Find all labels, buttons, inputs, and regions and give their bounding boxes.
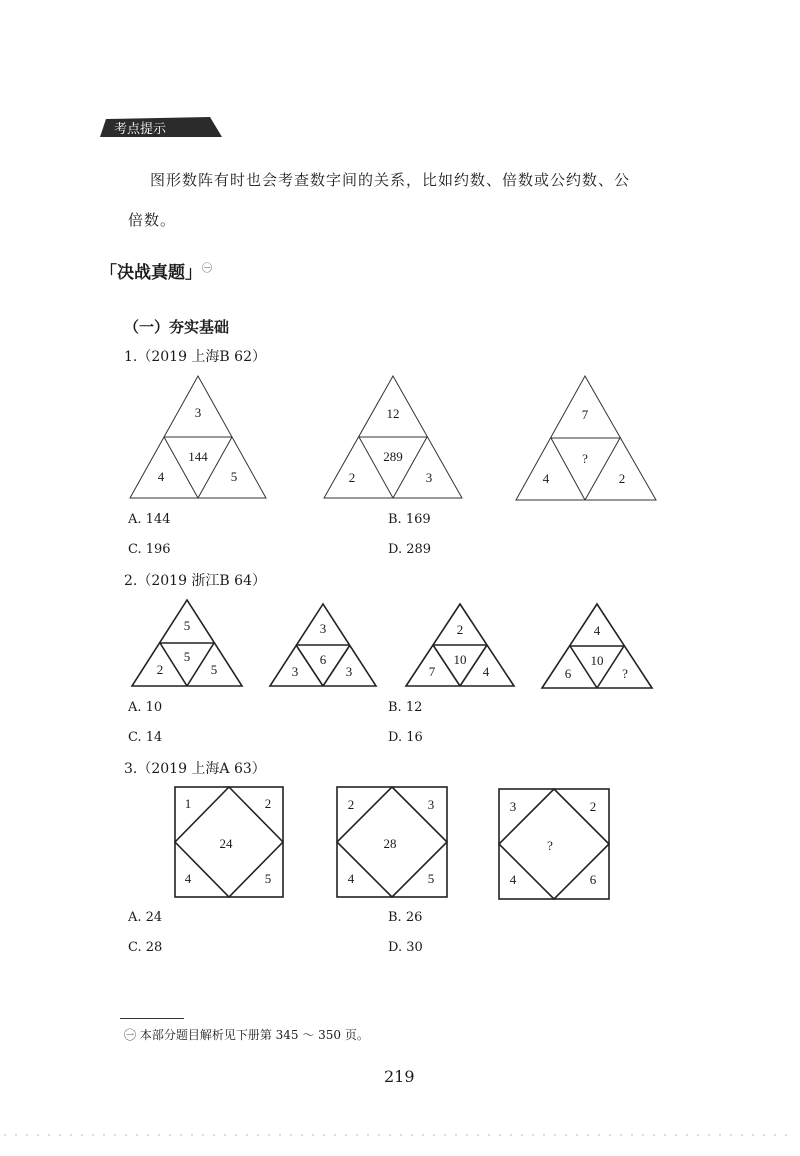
tip-banner-text: 考点提示 — [114, 122, 167, 137]
q1-f2-center: 289 — [383, 449, 403, 464]
q3-option-a[interactable]: A. 24 — [128, 910, 163, 925]
q3-option-b[interactable]: B. 26 — [388, 910, 423, 925]
q2-f2-center: 6 — [319, 652, 327, 667]
q2-figure-3 — [404, 602, 516, 688]
q1-f3-top: 7 — [581, 407, 589, 422]
section-title-text: 「决战真题」 — [100, 263, 202, 283]
q3-f2-center: 28 — [383, 836, 397, 851]
q2-f3-center: 10 — [453, 652, 467, 667]
q3-f3-center: ? — [547, 838, 553, 853]
q3-figure-3 — [498, 788, 610, 900]
tip-text — [128, 160, 690, 240]
footnote: ㊀ 本部分题目解析见下册第 345 ～ 350 页。 — [124, 1028, 369, 1042]
q2-f1-left: 2 — [156, 662, 164, 677]
q2-option-c[interactable]: C. 14 — [128, 730, 163, 745]
q3-f2-br: 5 — [427, 871, 435, 886]
q2-f2-left: 3 — [291, 664, 299, 679]
q1-f3-left: 4 — [542, 471, 550, 486]
q3-f1-tl: 1 — [184, 796, 192, 811]
q1-option-a[interactable]: A. 144 — [128, 512, 171, 527]
q3-f3-bl: 4 — [509, 872, 517, 887]
q1-f2-top: 12 — [386, 406, 400, 421]
q1-f1-top: 3 — [194, 405, 202, 420]
q1-f3-right: 2 — [618, 471, 626, 486]
scan-noise — [0, 1132, 800, 1138]
q2-f4-left: 6 — [564, 666, 572, 681]
q2-figure-4 — [540, 602, 654, 690]
q2-f4-top: 4 — [593, 623, 601, 638]
q2-option-a[interactable]: A. 10 — [128, 700, 163, 715]
tip-banner — [100, 115, 222, 139]
q3-option-c[interactable]: C. 28 — [128, 940, 163, 955]
q3-f1-tr: 2 — [264, 796, 272, 811]
q2-f4-right: ? — [622, 666, 628, 681]
q3-option-d[interactable]: D. 30 — [388, 940, 423, 955]
section-footnote-mark: ㊀ — [202, 263, 212, 275]
subsection-title: （一）夯实基础 — [124, 318, 230, 336]
q2-figure-2 — [268, 602, 378, 688]
q2-f4-center: 10 — [590, 653, 604, 668]
q3-f1-br: 5 — [264, 871, 272, 886]
q2-f2-right: 3 — [345, 664, 353, 679]
q2-f1-right: 5 — [210, 662, 218, 677]
q3-f3-tr: 2 — [589, 799, 597, 814]
q3-f1-center: 24 — [219, 836, 233, 851]
q3-f2-tl: 2 — [347, 797, 355, 812]
question-2-label: 2.（2019 浙江B 64） — [124, 573, 266, 589]
q1-f2-left: 2 — [348, 470, 356, 485]
q1-option-c[interactable]: C. 196 — [128, 542, 171, 557]
q1-figure-3 — [514, 374, 658, 502]
q2-option-d[interactable]: D. 16 — [388, 730, 423, 745]
q3-f1-bl: 4 — [184, 871, 192, 886]
tip-text-line2: 倍数。 — [128, 211, 177, 229]
q3-f3-br: 6 — [589, 872, 597, 887]
q2-f3-top: 2 — [456, 622, 464, 637]
q1-f1-right: 5 — [230, 469, 238, 484]
section-title — [100, 258, 212, 283]
q2-f3-left: 7 — [428, 664, 436, 679]
q1-option-d[interactable]: D. 289 — [388, 542, 432, 557]
q2-f1-center: 5 — [183, 649, 191, 664]
q1-option-b[interactable]: B. 169 — [388, 512, 431, 527]
q1-figure-2 — [322, 374, 464, 500]
q1-f1-center: 144 — [188, 449, 208, 464]
q2-f1-top: 5 — [183, 618, 191, 633]
q3-figure-1 — [174, 786, 284, 898]
q2-option-b[interactable]: B. 12 — [388, 700, 423, 715]
page-number: 219 — [384, 1067, 415, 1086]
tip-text-line1: 图形数阵有时也会考查数字间的关系，比如约数、倍数或公约数、公 — [150, 171, 631, 189]
question-1-label: 1.（2019 上海B 62） — [124, 349, 266, 365]
q1-f1-left: 4 — [157, 469, 165, 484]
q1-figure-1 — [128, 374, 268, 500]
footnote-rule — [120, 1018, 184, 1019]
q3-f2-bl: 4 — [347, 871, 355, 886]
q2-figure-1 — [130, 598, 244, 688]
q3-figure-2 — [336, 786, 448, 898]
q3-f3-tl: 3 — [509, 799, 517, 814]
q2-f2-top: 3 — [319, 621, 327, 636]
q1-f2-right: 3 — [425, 470, 433, 485]
q3-f2-tr: 3 — [427, 797, 435, 812]
q1-f3-center: ? — [582, 451, 588, 466]
question-3-label: 3.（2019 上海A 63） — [124, 761, 266, 777]
q2-f3-right: 4 — [482, 664, 490, 679]
